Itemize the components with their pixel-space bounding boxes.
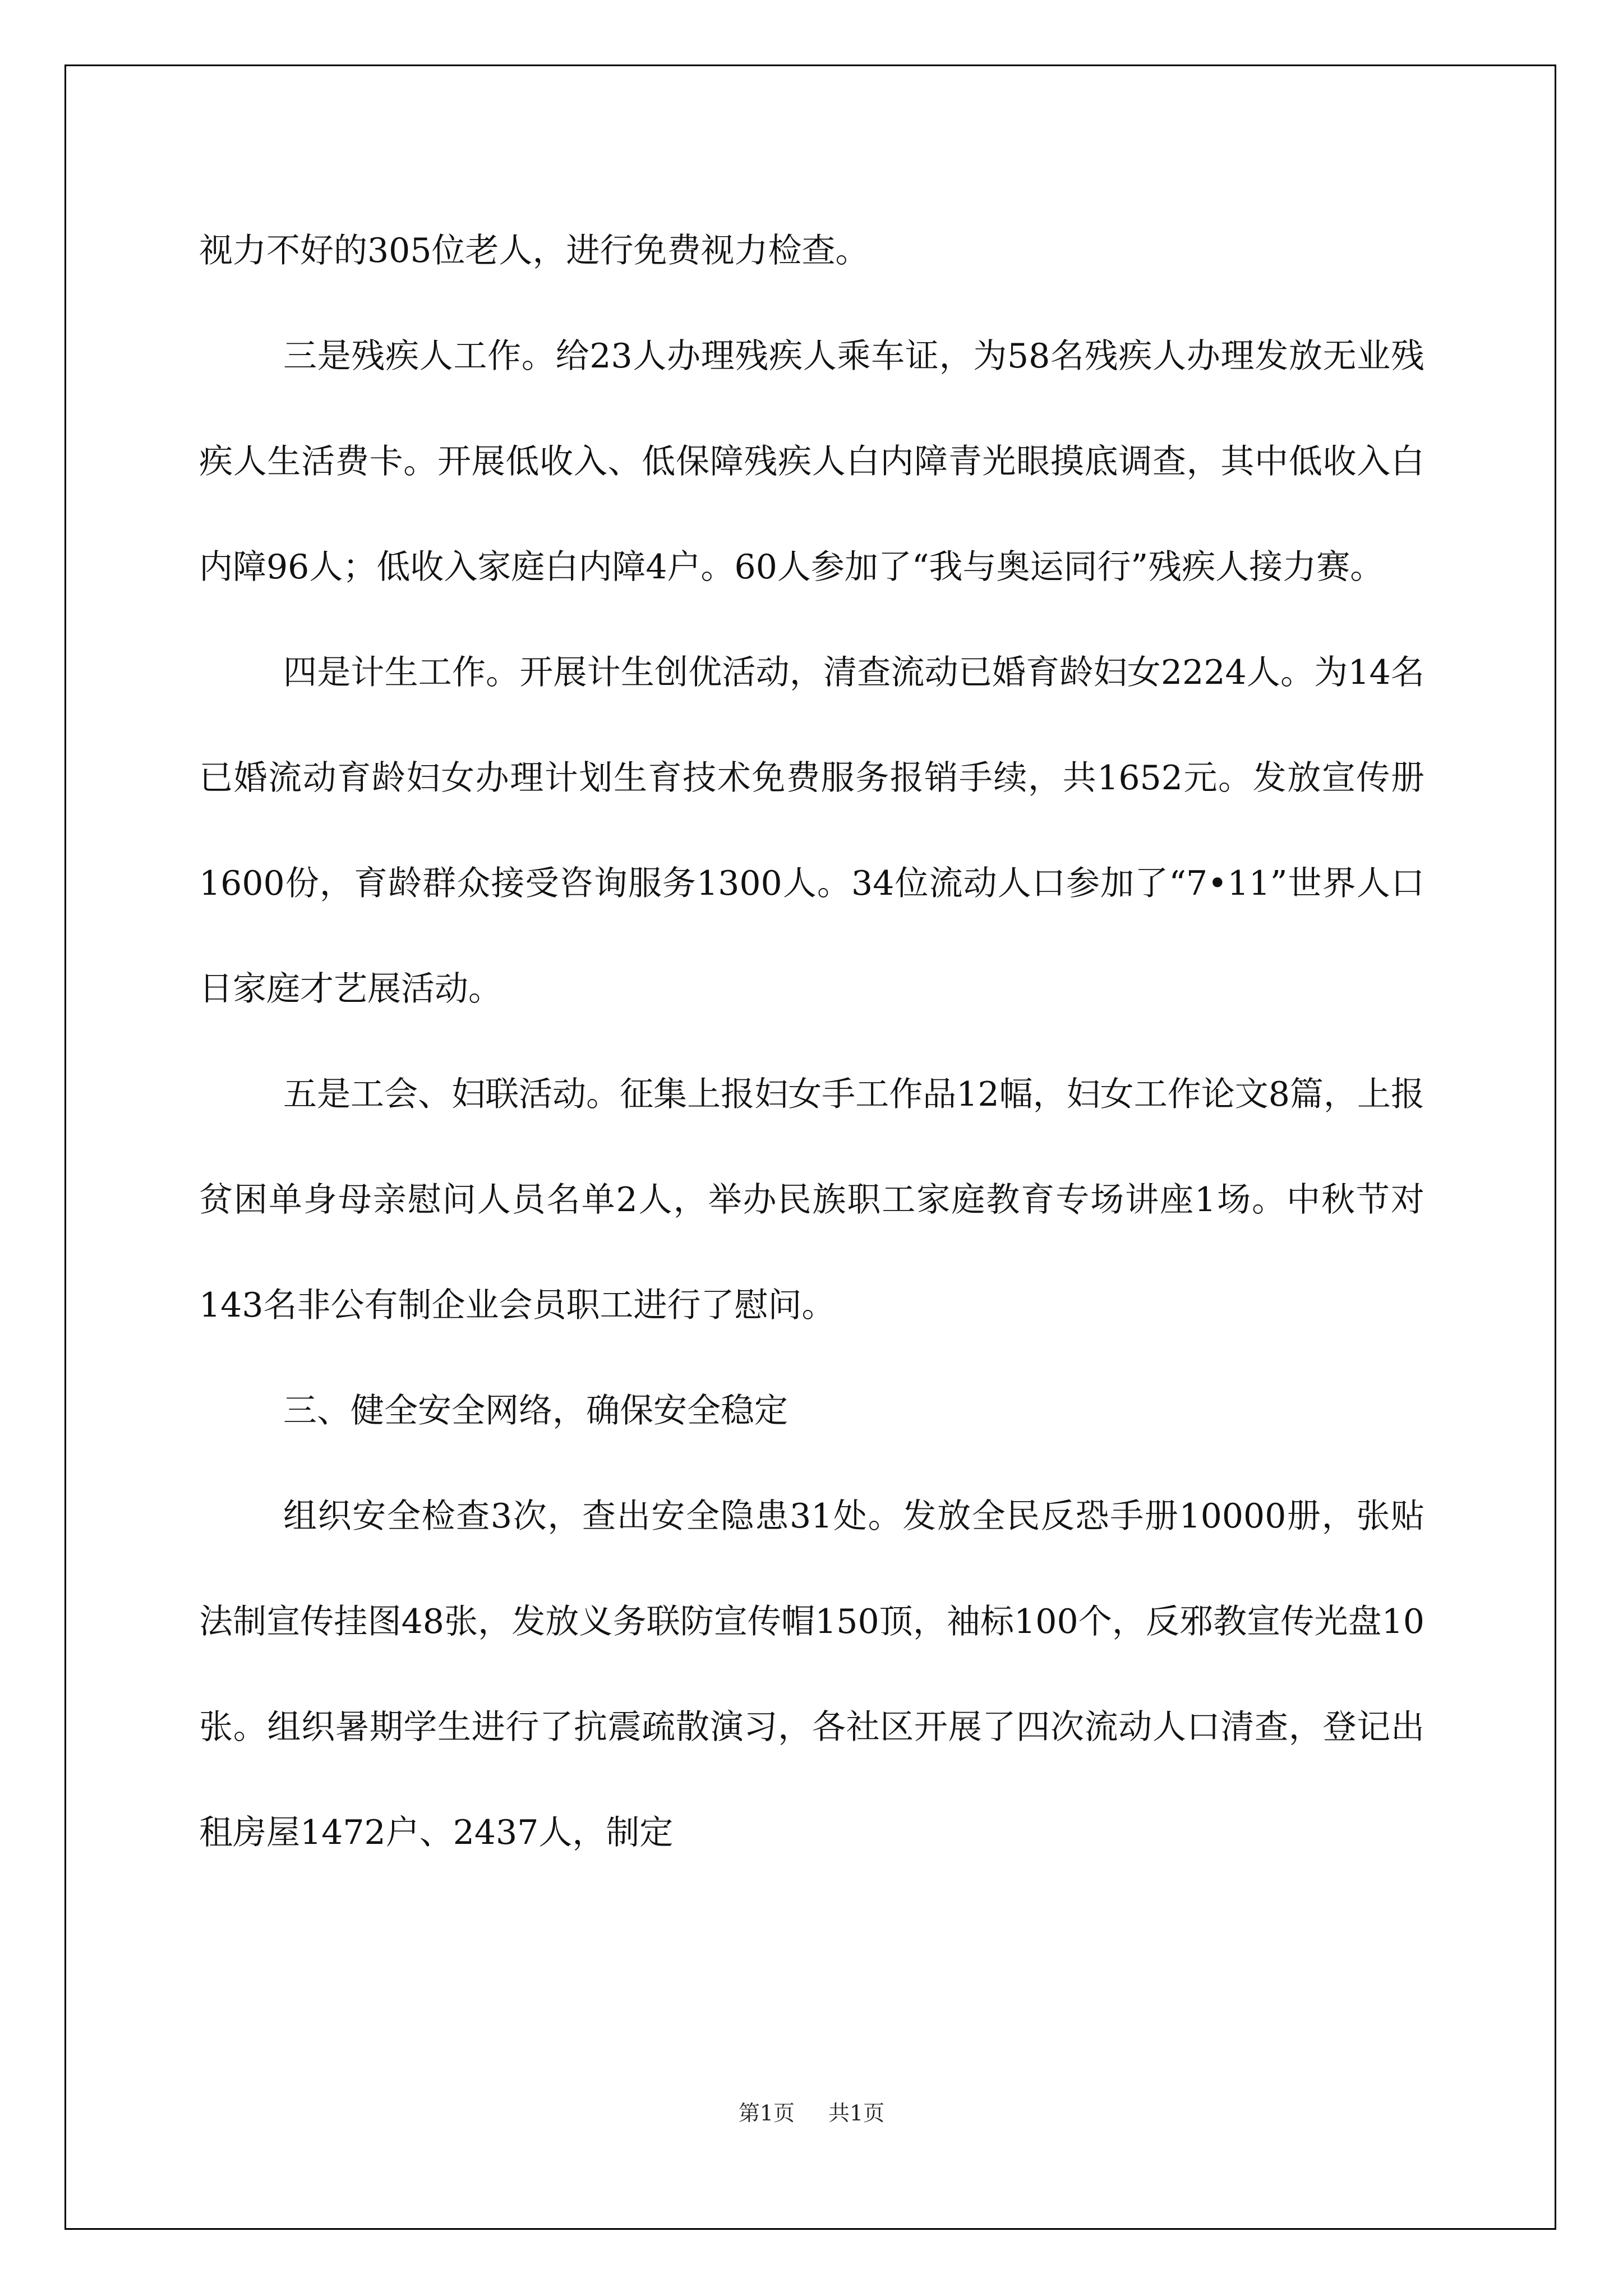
- page-number-total: 共1页: [828, 2101, 885, 2125]
- paragraph-safety-inspection: 组织安全检查3次，查出安全隐患31处。发放全民反恐手册10000册，张贴法制宣传挂图48张，发放义务联防宣传帽150顶，袖标100个，反邪教宣传光盘10张。组织暑期学生进行了抗震疏散演习，各社区开展了四次流动人口清查，登记出租房屋1472户、2437人，制定: [199, 1497, 1424, 1852]
- page-number-current: 第1页: [738, 2101, 795, 2125]
- section-heading-safety: 三、健全安全网络，确保安全稳定: [283, 1391, 788, 1430]
- page-footer: [0, 2099, 1623, 2127]
- paragraph-continuation: 视力不好的305位老人，进行免费视力检查。: [199, 231, 869, 270]
- paragraph-union-womens-federation: 五是工会、妇联活动。征集上报妇女手工作品12幅，妇女工作论文8篇，上报贫困单身母亲慰问人员名单2人，举办民族职工家庭教育专场讲座1场。中秋节对143名非公有制企业会员职工进行了慰问。: [199, 1075, 1424, 1325]
- paragraph-family-planning-work: 四是计生工作。开展计生创优活动，清查流动已婚育龄妇女2224人。为14名已婚流动育龄妇女办理计划生育技术免费服务报销手续，共1652元。发放宣传册1600份，育龄群众接受咨询服务1300人。34位流动人口参加了“7•11”世界人口日家庭才艺展活动。: [199, 653, 1424, 1009]
- paragraph-disabled-persons-work: 三是残疾人工作。给23人办理残疾人乘车证，为58名残疾人办理发放无业残疾人生活费卡。开展低收入、低保障残疾人白内障青光眼摸底调查，其中低收入白内障96人；低收入家庭白内障4户。60人参加了“我与奥运同行”残疾人接力赛。: [199, 337, 1424, 587]
- document-body: [199, 198, 1424, 1885]
